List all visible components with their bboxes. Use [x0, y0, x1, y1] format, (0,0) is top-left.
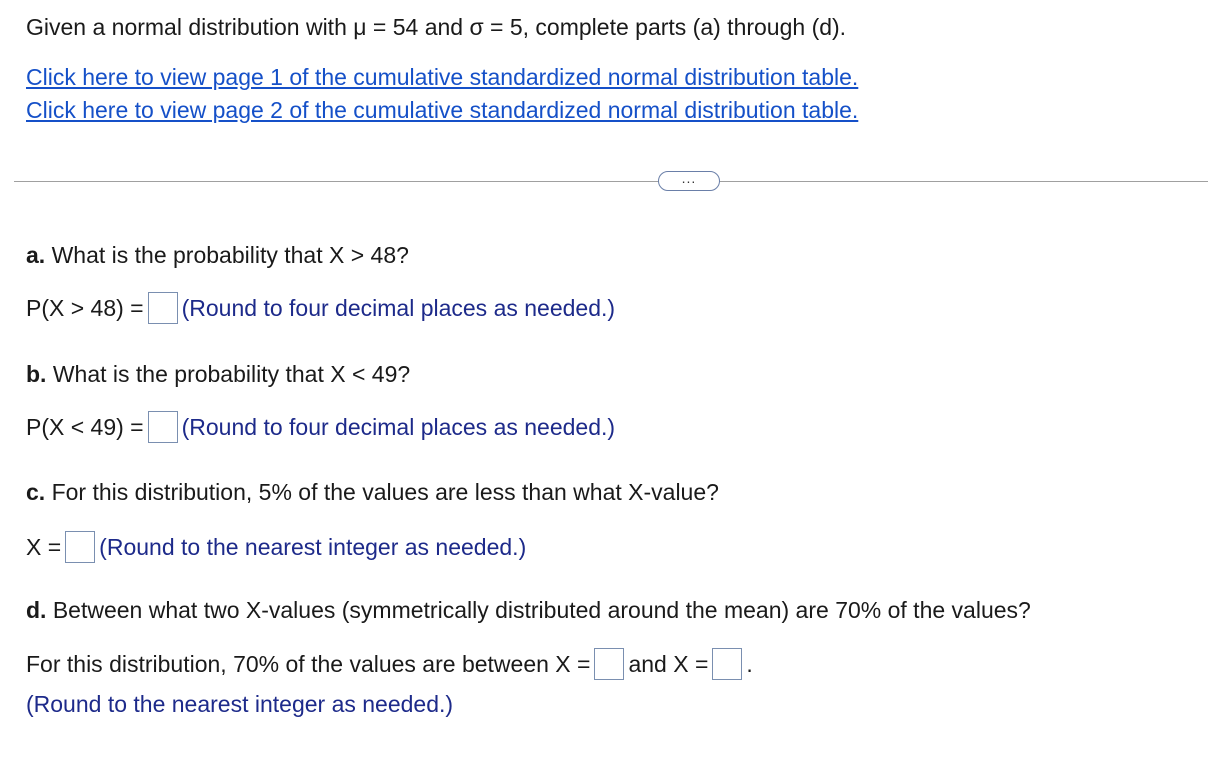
part-c-expression: X = — [26, 533, 62, 560]
part-d-answer-row — [26, 648, 753, 680]
part-b-hint: (Round to four decimal places as needed.) — [181, 413, 616, 440]
part-d-hint: (Round to the nearest integer as needed.) — [26, 691, 454, 717]
part-a-answer-input[interactable] — [148, 292, 178, 324]
part-d-lower-input[interactable] — [594, 648, 624, 680]
part-b-letter: b. — [26, 361, 47, 387]
part-c-question — [26, 479, 719, 506]
part-a-letter: a. — [26, 242, 46, 268]
part-a-question — [26, 242, 409, 269]
part-d-upper-input[interactable] — [712, 648, 742, 680]
part-d-letter: d. — [26, 597, 47, 623]
more-options-button[interactable]: ... — [658, 171, 720, 191]
part-b-answer-input[interactable] — [148, 411, 178, 443]
part-c-letter: c. — [26, 479, 46, 505]
part-d-expression: For this distribution, 70% of the values are between X = — [26, 650, 591, 677]
part-a-expression: P(X > 48) = — [26, 294, 144, 321]
problem-prompt: Given a normal distribution with μ = 54 and σ = 5, complete parts (a) through (d). — [26, 14, 847, 40]
part-a-hint: (Round to four decimal places as needed.) — [181, 294, 616, 321]
part-b-question-text: What is the probability that X < 49? — [46, 361, 411, 387]
part-c-hint: (Round to the nearest integer as needed.) — [99, 533, 527, 560]
section-divider — [14, 181, 1208, 182]
part-d-end-text: . — [746, 650, 753, 677]
part-d-question-text: Between what two X-values (symmetrically distributed around the mean) are 70% of the values? — [46, 597, 1031, 623]
part-a-answer-row — [26, 292, 615, 324]
part-a-question-text: What is the probability that X > 48? — [45, 242, 409, 268]
part-c-question-text: For this distribution, 5% of the values are less than what X-value? — [45, 479, 719, 505]
part-b-question — [26, 361, 410, 388]
part-c-answer-row — [26, 531, 526, 563]
table-page-2-link[interactable]: Click here to view page 2 of the cumulative standardized normal distribution table. — [26, 97, 859, 123]
part-c-answer-input[interactable] — [65, 531, 95, 563]
part-d-middle-text: and X = — [628, 650, 709, 677]
part-d-question — [26, 597, 1031, 624]
part-b-answer-row — [26, 411, 615, 443]
part-b-expression: P(X < 49) = — [26, 413, 144, 440]
table-page-1-link[interactable]: Click here to view page 1 of the cumulative standardized normal distribution table. — [26, 64, 859, 90]
